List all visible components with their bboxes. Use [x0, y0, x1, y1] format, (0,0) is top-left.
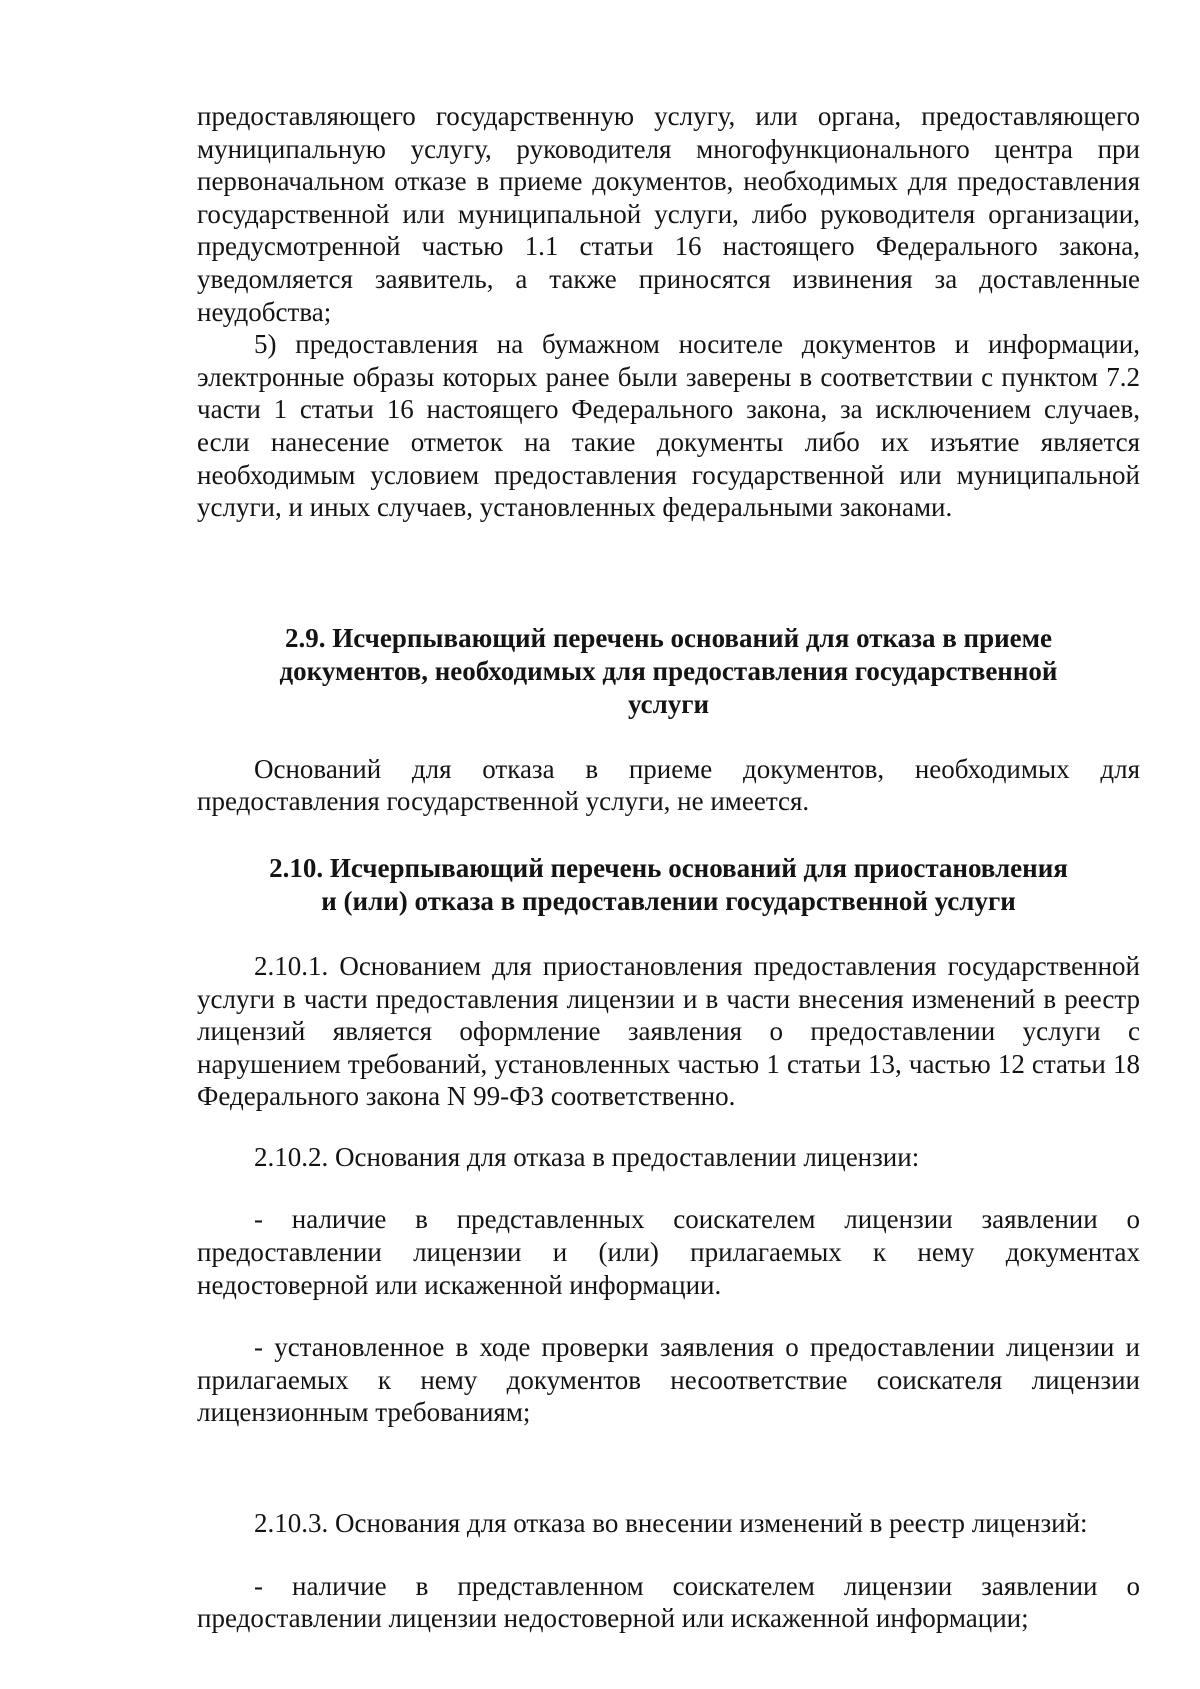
paragraph-2-10-1: 2.10.1. Основанием для приостановления предоставления государственной услуги в части предоставления лицензии и в части внесения изменений в реестр лицензий является оформление заявления о предоставлении услуги с нарушением требований, установленных частью 1 статьи 13, частью 12 статьи 18 Федерального закона N 99-ФЗ соответственно.: [197, 950, 1140, 1112]
section-heading-2-9: [197, 622, 1140, 721]
paragraph-dash-1: - наличие в представленных соискателем лицензии заявлении о предоставлении лицензии и (или) прилагаемых к нему документах недостоверной или искаженной информации.: [197, 1204, 1140, 1300]
paragraph-item-5: 5) предоставления на бумажном носителе документов и информации, электронные образы которых ранее были заверены в соответствии с пунктом 7.2 части 1 статьи 16 настоящего Федерального закона, за исключением случаев, если нанесение отметок на такие документы либо их изъятие является необходимым условием предоставления государственной или муниципальной услуги, и иных случаев, установленных федеральными законами.: [197, 329, 1140, 523]
paragraph-continuation: предоставляющего государственную услугу, или органа, предоставляющего муниципальную услугу, руководителя многофункционального центра при первоначальном отказе в приеме документов, необходимых для предоставления государственной или муниципальной услуги, либо руководителя организации, предусмотренной частью 1.1 статьи 16 настоящего Федерального закона, уведомляется заявитель, а также приносятся извинения за доставленные неудобства;: [197, 101, 1140, 327]
paragraph-dash-3: - наличие в представленном соискателем лицензии заявлении о предоставлении лицензии недостоверной или искаженной информации;: [197, 1570, 1140, 1634]
heading-2-9-line-2: документов, необходимых для предоставления государственной: [279, 655, 1058, 686]
heading-2-10-line-1: 2.10. Исчерпывающий перечень оснований для приостановления: [269, 852, 1068, 883]
paragraph-2-10-3: 2.10.3. Основания для отказа во внесении изменений в реестр лицензий:: [254, 1508, 1088, 1539]
heading-2-9-line-1: 2.9. Исчерпывающий перечень оснований для отказа в приеме: [284, 622, 1053, 653]
paragraph-dash-2: - установленное в ходе проверки заявления о предоставлении лицензии и прилагаемых к нему документов несоответствие соискателя лицензии лицензионным требованиям;: [197, 1332, 1140, 1428]
heading-2-9-line-3: услуги: [627, 688, 710, 719]
section-heading-2-10: [197, 852, 1140, 918]
document-body: [197, 100, 1140, 1635]
heading-2-10-line-2: и (или) отказа в предоставлении государственной услуги: [321, 885, 1016, 916]
paragraph-2-10-2: 2.10.2. Основания для отказа в предоставлении лицензии:: [254, 1141, 920, 1172]
paragraph-no-grounds: Оснований для отказа в приеме документов, необходимых для предоставления государственной услуги, не имеется.: [197, 753, 1140, 817]
